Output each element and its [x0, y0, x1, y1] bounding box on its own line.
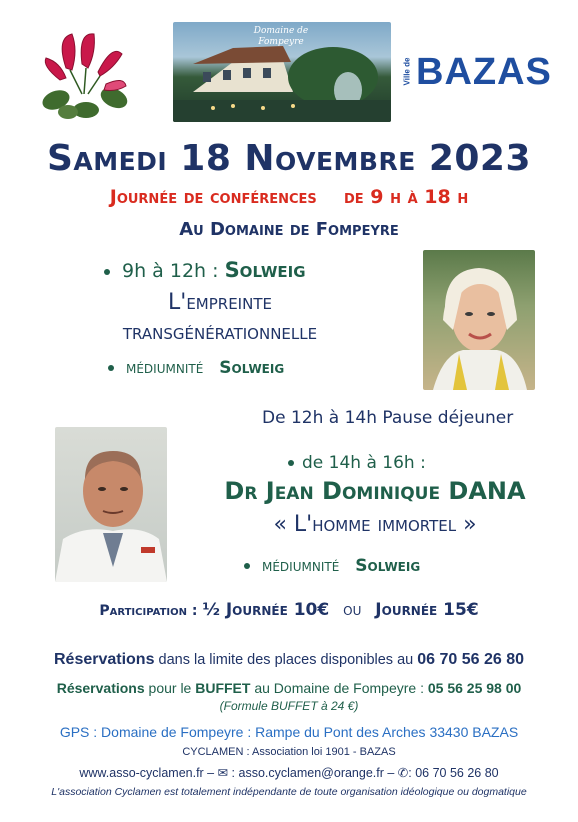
event-venue: Au Domaine de Fompeyre [179, 219, 399, 240]
session2-speaker: Dr Jean Dominique DANA [224, 477, 526, 505]
session2-time: de 14h à 16h : [302, 453, 426, 473]
buffet-note: (Formule BUFFET à 24 €) [219, 699, 359, 713]
reservation-label: Réservations [53, 651, 155, 668]
session2-title: « L'homme immortel » [273, 512, 477, 537]
price-half-day: ½ Journée 10€ [202, 600, 330, 620]
hotel-photo-caption: Domaine de Fompeyre [253, 26, 309, 47]
bullet [288, 460, 294, 466]
bullet [108, 365, 114, 371]
participation [0, 600, 578, 620]
logo-text: BAZAS [416, 51, 552, 93]
speaker-photo-dana [55, 427, 167, 582]
session1-title-line2: transgénérationnelle [122, 320, 318, 345]
hotel-photo [173, 22, 391, 122]
contact-line: www.asso-cyclamen.fr – ✉ : asso.cyclamen@orange.fr – ✆: 06 70 56 26 80 [79, 766, 499, 780]
session1-speaker: Solweig [224, 258, 306, 282]
session1-title-line1: L'empreinte [168, 290, 272, 315]
buffet-label: BUFFET [195, 680, 251, 696]
reservation-phone: 06 70 56 26 80 [417, 651, 525, 668]
session2-medium [244, 556, 420, 576]
gps-address: GPS : Domaine de Fompeyre : Rampe du Pont des Arches 33430 BAZAS [59, 724, 519, 740]
session1-medium [108, 358, 284, 378]
logo-small-text: Ville de [402, 57, 412, 86]
session1-medium-label: médiumnité [126, 358, 204, 378]
buffet-text-1: pour le [144, 680, 196, 696]
reservation-line-2 [0, 680, 578, 696]
session2-medium-name: Solweig [355, 556, 421, 576]
speaker-photo-solweig [423, 250, 535, 390]
reservation-line-1 [0, 651, 578, 669]
buffet-text-2: au Domaine de Fompeyre : [250, 680, 428, 696]
lunch-break: De 12h à 14h Pause déjeuner [262, 408, 514, 428]
session1-medium-name: Solweig [219, 358, 285, 378]
bullet [104, 269, 110, 275]
subtitle-right: de 9 h à 18 h [344, 186, 469, 208]
reservation-text: dans la limite des places disponibles au [154, 652, 418, 668]
bullet [244, 563, 250, 569]
session2-medium-label: médiumnité [262, 556, 340, 576]
disclaimer: L'association Cyclamen est totalement indépendante de toute organisation idéologique ou dogmatique [51, 786, 527, 798]
session1-time: 9h à 12h : [122, 260, 225, 282]
participation-or: ou [343, 600, 362, 620]
event-subtitle [0, 186, 578, 208]
session2-time-line [288, 453, 426, 473]
association-info: CYCLAMEN : Association loi 1901 - BAZAS [182, 746, 396, 758]
buffet-phone: 05 56 25 98 00 [427, 680, 522, 696]
buffet-reservation-label: Réservations [56, 680, 145, 696]
session1-header [104, 258, 306, 282]
logo-small-text-wrap [400, 45, 414, 105]
price-full-day: Journée 15€ [375, 600, 479, 620]
cyclamen-logo [36, 28, 136, 123]
bazas-logo [400, 45, 560, 105]
event-date: Samedi 18 Novembre 2023 [46, 138, 532, 179]
subtitle-left: Journée de conférences [109, 186, 317, 208]
participation-label: Participation : [99, 603, 203, 619]
